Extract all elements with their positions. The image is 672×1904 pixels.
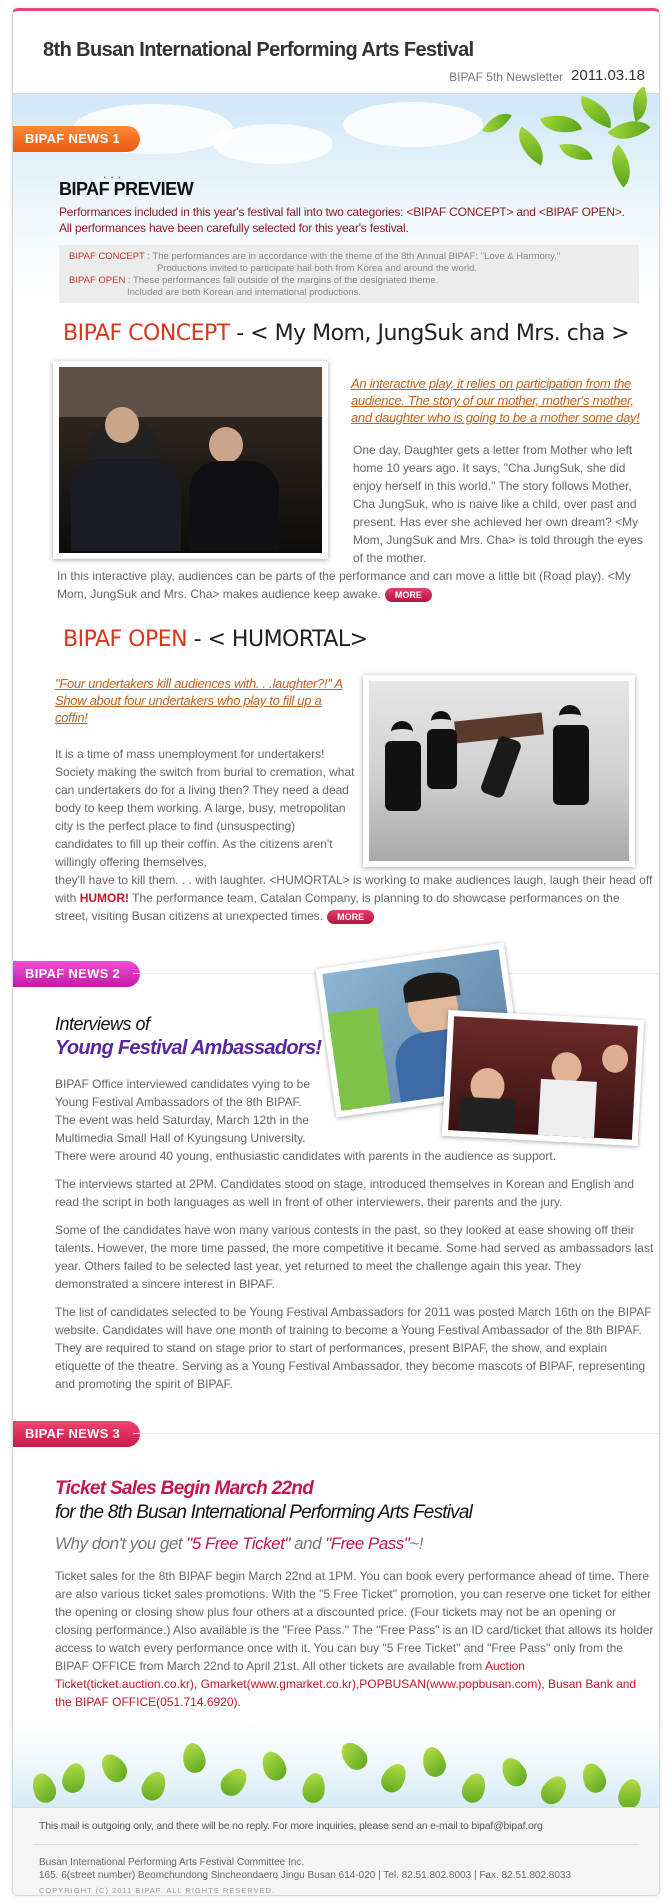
tickets-title-3: Why don't you get "5 Free Ticket" and "Free Pass"~! xyxy=(55,1534,423,1553)
footer xyxy=(13,1807,659,1895)
category-definitions xyxy=(59,245,639,303)
concept-more-button[interactable]: MORE xyxy=(385,588,432,602)
preview-desc-line-2: All performances have been carefully selected for this year's festival. xyxy=(59,221,409,235)
news-3-tab: BIPAF NEWS 3 xyxy=(13,1421,140,1447)
preview-dots: ... xyxy=(103,167,126,181)
concept-body-2: In this interactive play, audiences can be parts of the performance and can move a little bit (Road play). <My Mom, JungSuk and Mrs. Cha> makes audience keep awake. MORE xyxy=(57,569,631,601)
footer-divider xyxy=(33,1844,639,1845)
tickets-title-1: Ticket Sales Begin March 22nd xyxy=(55,1478,314,1499)
ambassadors-p4: The list of candidates selected to be Young Festival Ambassadors for 2011 was posted March 16th on the BIPAF website. Candidates will have one month of training to become a Young Festival Ambassador of the 8th BIPAF. They are required to stand on stage prior to start of performances, present BIPAF, the show, and explain etiquette of the theatre. Serving as a Young Festival Ambassador, they become mascots of BIPAF, representing and promoting the spirit of BIPAF. xyxy=(55,1305,652,1391)
open-body: It is a time of mass unemployment for undertakers! Society making the switch from burial to cremation, what can undertakers do for a living then? They need a dead body to keep them working. A large, busy, metropolitan city is the perfect place to find (unsuspecting) candidates to fill up their coffin. As the citizens aren't willingly offering themselves, xyxy=(55,747,355,869)
ambassadors-p2: The interviews started at 2PM. Candidates stood on stage, introduced themselves in Korean and English and read the script in both languages as well in front of other interviewers, their parents and the jury. xyxy=(55,1177,635,1209)
preview-description xyxy=(59,204,659,236)
ambassadors-p1b: There were around 40 young, enthusiastic candidates with parents in the audience as support. xyxy=(55,1149,556,1163)
footer-org: Busan International Performing Arts Festival Committee Inc. xyxy=(39,1857,305,1868)
def-concept: BIPAF CONCEPT : The performances are in accordance with the theme of the 8th Annual BIPAF: "Love & Harmony." xyxy=(69,251,561,262)
preview-title: BIPAF PREVIEW xyxy=(59,179,194,199)
ambassadors-title-2: Young Festival Ambassadors! xyxy=(55,1037,322,1059)
open-body-2: they'll have to kill them. . . with laughter. <HUMORTAL> is working to make audiences laugh, laugh their head off with HUMOR! The performance team, Catalan Company, is planning to do showcase performances on the street, visiting Busan citizens at unexpected times. MORE xyxy=(55,873,653,923)
ambassadors-p1: BIPAF Office interviewed candidates vying to be Young Festival Ambassadors of the 8th BIPAF. The event was held Saturday, March 12th in the Multimedia Small Hall of Kyungsung University. xyxy=(55,1077,311,1145)
open-photo xyxy=(363,675,635,867)
ambassadors-p3: Some of the candidates have won many various contests in the past, so they looked at ease showing off their talents. However, the more time passed, the more competitive it became. Some had served as ambassadors last year. Others failed to be selected last year, yet returned to meet the challenge again this year. They demonstrated a sincere interest in BIPAF. xyxy=(55,1223,654,1291)
ticket-vendor-links[interactable]: Auction Ticket(ticket.auction.co.kr), Gmarket(www.gmarket.co.kr),POPBUSAN(www.popbusan.com), Busan Bank and the BIPAF OFFICE(051.714.6920). xyxy=(55,1659,637,1709)
preview-desc-line-1: Performances included in this year's festival fall into two categories: <BIPAF CONCEPT> and <BIPAF OPEN>. xyxy=(59,205,625,219)
open-heading: BIPAF OPEN - < HUMORTAL> xyxy=(63,627,368,652)
concept-photo xyxy=(53,361,328,559)
newsletter-frame xyxy=(12,8,660,1896)
footer-contact: 165. 6(street number) Beomchundong Sincheondaero Jingu Busan 614-020 | Tel. 82.51.802.8003 | Fax. 82.51.802.8033 xyxy=(39,1870,572,1881)
newsletter-issue: BIPAF 5th Newsletter xyxy=(449,70,563,84)
news-2-tab: BIPAF NEWS 2 xyxy=(13,961,140,987)
open-more-button[interactable]: MORE xyxy=(327,910,374,924)
grass-banner xyxy=(13,1723,659,1807)
def-open: BIPAF OPEN : These performances fall outside of the margins of the designated theme. xyxy=(69,275,439,286)
concept-body: One day, Daughter gets a letter from Mother who left home 10 years ago. It says, "Cha JungSuk, she did enjoy herself in this world." The story follows Mother, Cha JungSuk, who is naive like a child, over past and present. Has ever she achieved her own dream? <My Mom, JungSuk and Mrs. Cha> is told through the eyes of the mother. xyxy=(353,443,643,565)
news-3-divider xyxy=(133,1433,659,1434)
concept-heading: BIPAF CONCEPT - < My Mom, JungSuk and Mrs. cha > xyxy=(63,321,630,346)
news-1-tab: BIPAF NEWS 1 xyxy=(13,126,140,152)
newsletter-date: 2011.03.18 xyxy=(571,67,645,84)
def-concept-2: Productions invited to participate hail both from Korea and around the world. xyxy=(157,263,478,274)
tickets-title-2: for the 8th Busan International Performing Arts Festival xyxy=(55,1502,473,1523)
ambassador-photo-2 xyxy=(442,1010,644,1146)
footer-copyright: COPYRIGHT (C) 2011 BIPAF. ALL RIGHTS RESERVED. xyxy=(39,1886,276,1895)
newsletter-title: 8th Busan International Performing Arts Festival xyxy=(43,39,474,61)
def-open-2: Included are both Korean and international productions. xyxy=(127,287,361,298)
open-lead: "Four undertakers kill audiences with. . .laughter?!" A Show about four undertakers who play to fill up a coffin! xyxy=(55,676,343,725)
tickets-body: Ticket sales for the 8th BIPAF begin March 22nd at 1PM. You can book every performance ahead of time. There are also various ticket sales promotions. With the "5 Free Ticket" promotion, you can reserve one ticket for either the opening or closing show plus four others at a discounted price. (Four tickets may not be an opening or closing performance.) Also available is the "Free Pass." The "Free Pass" is an ID card/ticket that allows its holder access to watch every performance once with it. You can buy "5 Free Ticket" and "Free Pass" only from the BIPAF OFFICE from March 22nd to April 21st. All other tickets are available from Auction Ticket(ticket.auction.co.kr), Gmarket(www.gmarket.co.kr),POPBUSAN(www.popbusan.com), Busan Bank and the BIPAF OFFICE(051.714.6920). xyxy=(55,1569,654,1709)
concept-lead: An interactive play, it relies on participation from the audience. The story of our mother, mother's mother, and daughter who is going to be a mother some day! xyxy=(351,376,640,425)
footer-notice: This mail is outgoing only, and there will be no reply. For more inquiries, please send an e-mail to bipaf@bipaf.org xyxy=(39,1820,543,1832)
footer-address xyxy=(39,1856,571,1882)
ambassadors-title-1: Interviews of xyxy=(55,1014,150,1034)
